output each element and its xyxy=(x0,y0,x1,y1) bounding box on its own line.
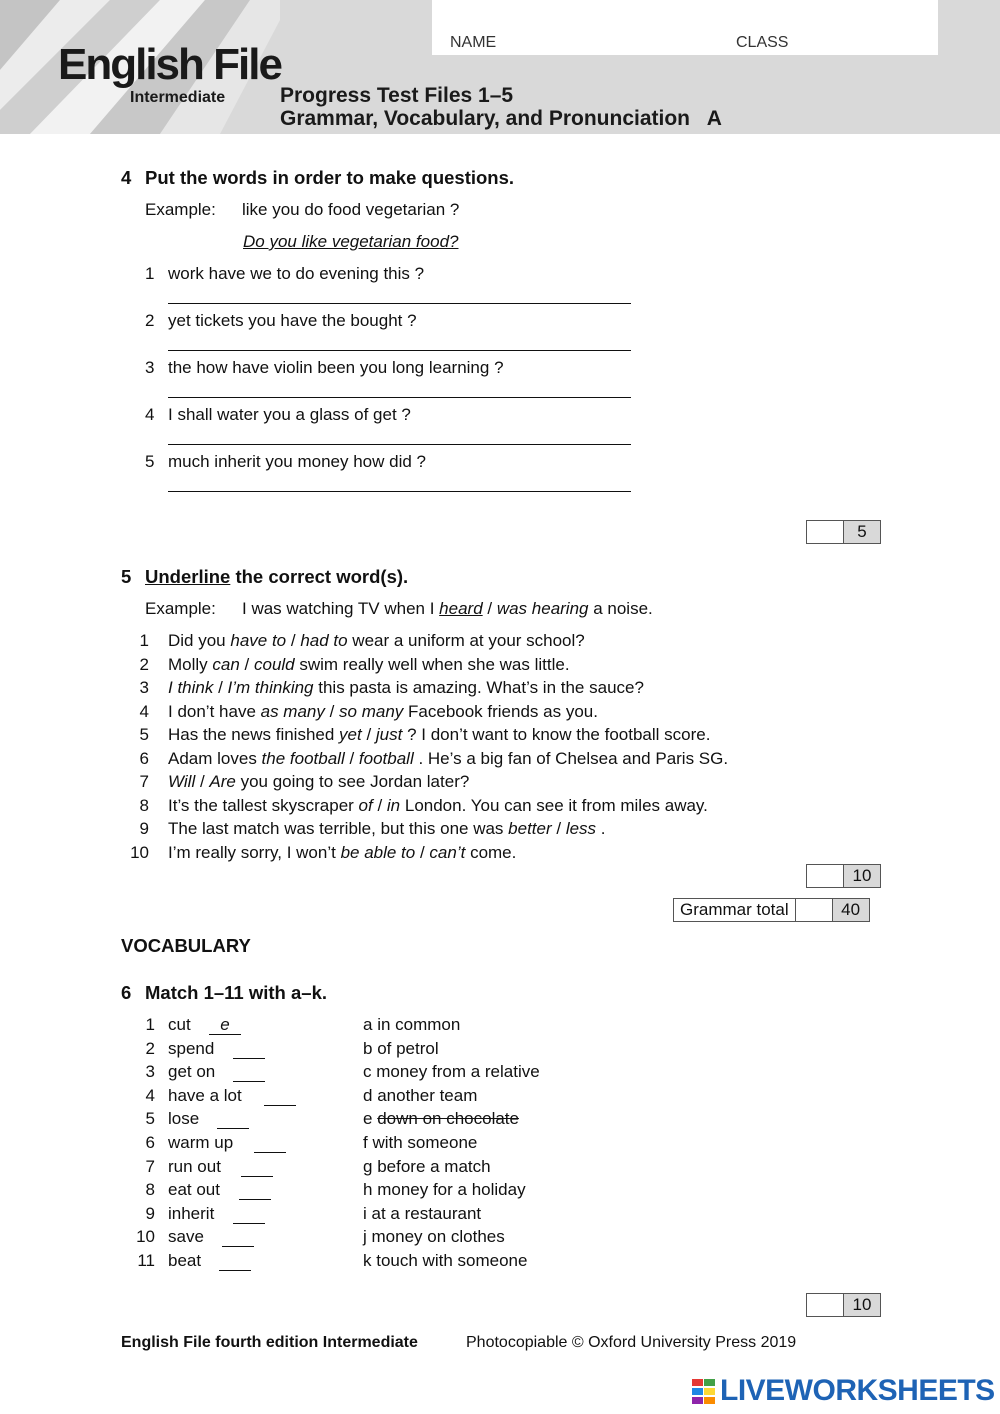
sentence-start: Adam loves xyxy=(168,748,262,768)
option-1[interactable]: yet xyxy=(339,725,362,744)
option-2[interactable]: had to xyxy=(300,631,348,650)
sentence-start: The last match was terrible, but this one was xyxy=(168,819,509,838)
ex4-example-answer: Do you like vegetarian food? xyxy=(243,232,459,251)
question-text: the how have violin been you long learning ? xyxy=(168,358,504,377)
match-number: 11 xyxy=(137,1251,155,1270)
match-verb: lose xyxy=(168,1109,200,1129)
option-separator: / xyxy=(361,725,376,744)
page-header xyxy=(0,0,1000,134)
option-2[interactable]: just xyxy=(375,725,403,744)
sentence-start: I don’t have xyxy=(168,701,261,721)
question-number: 2 xyxy=(145,311,155,330)
match-letter: g xyxy=(363,1156,373,1176)
match-option xyxy=(363,1133,477,1153)
match-letter: e xyxy=(363,1109,373,1129)
test-title: Progress Test Files 1–5 xyxy=(280,84,514,107)
name-label: NAME xyxy=(450,34,497,51)
ex4-score-box xyxy=(806,520,881,544)
match-phrase: money from a relative xyxy=(376,1062,540,1082)
match-letter: d xyxy=(363,1085,373,1105)
option-separator: / xyxy=(239,654,254,674)
sentence-start: I’m really sorry, I won’t xyxy=(168,842,341,862)
sentence-number: 4 xyxy=(139,701,149,721)
match-phrase: touch with someone xyxy=(376,1251,528,1270)
liveworksheets-icon xyxy=(692,1379,716,1405)
score-blank[interactable] xyxy=(807,1294,844,1316)
sentence-end: swim really well when she was little. xyxy=(294,654,570,674)
option-2[interactable]: could xyxy=(254,654,295,674)
question-text: work have we to do evening this ? xyxy=(168,264,425,283)
question-number: 3 xyxy=(145,358,155,377)
match-answer-blank[interactable] xyxy=(222,1227,254,1247)
ex5-number: 5 xyxy=(121,566,132,587)
question-number: 5 xyxy=(145,452,155,471)
match-option xyxy=(363,1204,481,1224)
score-blank[interactable] xyxy=(796,899,833,921)
answer-line[interactable] xyxy=(168,350,631,351)
match-letter: h xyxy=(363,1180,373,1200)
footer-book-title: English File fourth edition Intermediate xyxy=(121,1334,418,1351)
match-phrase: down on chocolate xyxy=(377,1109,519,1129)
sentence xyxy=(168,843,516,863)
sentence-end: you going to see Jordan later? xyxy=(235,772,470,791)
match-option xyxy=(363,1157,491,1177)
vocabulary-heading: VOCABULARY xyxy=(121,935,251,956)
option-separator: / xyxy=(372,795,387,815)
footer-copyright: Photocopiable © Oxford University Press 2019 xyxy=(466,1334,797,1351)
ex5-score-points: 10 xyxy=(844,865,880,887)
match-phrase: in common xyxy=(377,1015,461,1034)
grammar-total-box xyxy=(673,898,870,922)
option-2[interactable]: so many xyxy=(339,701,404,721)
sentence-number: 1 xyxy=(139,631,149,650)
option-1[interactable]: I think xyxy=(168,678,214,697)
match-answer-blank[interactable] xyxy=(241,1157,273,1177)
match-answer-blank[interactable] xyxy=(239,1180,271,1200)
grammar-total-points: 40 xyxy=(833,899,869,921)
match-verb: save xyxy=(168,1227,204,1247)
match-number: 5 xyxy=(145,1109,155,1129)
question-number: 4 xyxy=(145,405,155,424)
sentence-end: wear a uniform at your school? xyxy=(347,631,585,650)
sentence-end: ? I don’t want to know the football score. xyxy=(402,725,711,744)
ex4-score-points: 5 xyxy=(844,521,880,543)
match-letter: k xyxy=(363,1251,372,1270)
score-blank[interactable] xyxy=(807,521,844,543)
match-option xyxy=(363,1109,519,1129)
option-separator: / xyxy=(344,748,359,768)
answer-line[interactable] xyxy=(168,303,631,304)
match-answer-blank[interactable]: e xyxy=(209,1015,241,1035)
sentence-number: 3 xyxy=(139,678,149,697)
ex5-score-box xyxy=(806,864,881,888)
match-answer-blank[interactable] xyxy=(254,1133,286,1153)
match-phrase: at a restaurant xyxy=(371,1203,482,1223)
question-text: much inherit you money how did ? xyxy=(168,452,426,471)
answer-line[interactable] xyxy=(168,444,631,445)
option-1[interactable]: be able to xyxy=(340,842,416,862)
sentence-start: Has the news finished xyxy=(168,725,340,744)
match-verb: cut xyxy=(168,1015,191,1034)
sentence-number: 7 xyxy=(139,772,149,791)
match-number: 10 xyxy=(136,1227,155,1247)
match-number: 1 xyxy=(145,1015,155,1034)
option-1[interactable]: Will xyxy=(168,772,196,791)
option-separator: / xyxy=(213,678,228,697)
match-number: 4 xyxy=(145,1085,155,1105)
sentence-number: 10 xyxy=(130,842,149,862)
option-separator: / xyxy=(195,772,210,791)
option-1[interactable]: the football xyxy=(261,748,345,768)
match-verb: run out xyxy=(168,1156,221,1176)
match-option xyxy=(363,1180,526,1200)
match-letter: c xyxy=(363,1062,372,1082)
sentence xyxy=(168,819,606,839)
question-text: yet tickets you have the bought ? xyxy=(168,311,417,330)
ex4-instruction: Put the words in order to make questions. xyxy=(145,167,515,188)
sentence-start: Molly xyxy=(168,654,213,674)
sentence xyxy=(168,796,708,816)
match-phrase: money on clothes xyxy=(371,1227,505,1247)
question-text: I shall water you a glass of get ? xyxy=(168,405,411,424)
match-verb: warm up xyxy=(168,1133,234,1152)
match-option xyxy=(363,1251,527,1271)
match-answer-blank[interactable] xyxy=(233,1062,265,1082)
class-label: CLASS xyxy=(736,34,789,51)
sentence-end: Facebook friends as you. xyxy=(403,701,598,721)
sentence xyxy=(168,702,598,722)
match-phrase: before a match xyxy=(377,1156,491,1176)
ex5-instruction: Underline the correct word(s). xyxy=(145,566,409,587)
liveworksheets-logo: LIVEWORKSHEETS xyxy=(692,1374,995,1408)
logo-subtitle: Intermediate xyxy=(130,89,226,106)
match-letter: b xyxy=(363,1038,373,1058)
sentence-number: 5 xyxy=(139,725,149,744)
match-phrase: money for a holiday xyxy=(377,1180,526,1200)
sentence-end: come. xyxy=(465,842,517,862)
match-number: 2 xyxy=(145,1038,155,1058)
ex5-example: I was watching TV when I heard / was hearing a noise. xyxy=(242,599,653,618)
match-verb: spend xyxy=(168,1038,215,1058)
sentence xyxy=(168,631,585,651)
match-option xyxy=(363,1015,460,1035)
sentence xyxy=(168,772,469,792)
sentence-number: 6 xyxy=(139,748,149,768)
match-number: 9 xyxy=(145,1203,155,1223)
score-blank[interactable] xyxy=(807,865,844,887)
match-answer-blank[interactable] xyxy=(264,1086,296,1106)
ex6-score-points: 10 xyxy=(844,1294,880,1316)
option-separator: / xyxy=(415,842,430,862)
match-answer-blank[interactable] xyxy=(217,1109,249,1129)
option-1[interactable]: have to xyxy=(230,631,287,650)
match-option xyxy=(363,1062,540,1082)
option-2[interactable]: I’m thinking xyxy=(227,678,314,697)
match-answer-blank[interactable] xyxy=(233,1039,265,1059)
option-1[interactable]: as many xyxy=(260,701,325,721)
sentence-end: London. You can see it from miles away. xyxy=(400,795,708,815)
match-verb: eat out xyxy=(168,1180,220,1200)
grammar-total-label: Grammar total xyxy=(674,899,796,921)
match-verb: inherit xyxy=(168,1203,215,1223)
match-letter: f xyxy=(363,1133,368,1152)
question-number: 1 xyxy=(145,264,155,283)
test-subtitle: Grammar, Vocabulary, and Pronunciation A xyxy=(280,107,722,130)
match-verb: have a lot xyxy=(168,1085,242,1105)
answer-line[interactable] xyxy=(168,491,631,492)
option-2[interactable]: Are xyxy=(209,772,236,791)
name-class-box xyxy=(432,0,938,55)
option-1[interactable]: better xyxy=(508,819,552,838)
match-phrase: another team xyxy=(377,1085,478,1105)
sentence-end: . He’s a big fan of Chelsea and Paris SG. xyxy=(413,748,729,768)
sentence xyxy=(168,678,644,698)
match-number: 3 xyxy=(145,1062,155,1082)
logo-title: English File xyxy=(58,40,281,89)
ex5-example-label: Example: xyxy=(145,599,216,618)
match-option xyxy=(363,1086,477,1106)
ex6-number: 6 xyxy=(121,982,132,1003)
match-letter: i xyxy=(363,1203,367,1223)
sentence-end: . xyxy=(596,819,606,838)
option-2[interactable]: less xyxy=(565,819,597,838)
ex4-example-label: Example: xyxy=(145,200,216,219)
match-letter: j xyxy=(363,1227,367,1247)
option-1[interactable]: can xyxy=(212,654,240,674)
sentence-start: It’s the tallest skyscraper xyxy=(168,795,359,815)
option-2[interactable]: can’t xyxy=(429,842,466,862)
option-1[interactable]: of xyxy=(358,795,373,815)
match-option xyxy=(363,1039,439,1059)
ex4-example-prompt: like you do food vegetarian ? xyxy=(242,200,460,219)
match-phrase: with someone xyxy=(372,1133,478,1152)
match-number: 7 xyxy=(145,1156,155,1176)
ex6-instruction: Match 1–11 with a–k. xyxy=(145,982,328,1003)
test-version: A xyxy=(706,107,722,130)
sentence-start: Did you xyxy=(168,631,231,650)
match-verb: get on xyxy=(168,1062,216,1082)
option-separator: / xyxy=(551,819,566,838)
match-number: 6 xyxy=(145,1133,155,1152)
match-phrase: of petrol xyxy=(377,1038,439,1058)
match-answer-blank[interactable] xyxy=(233,1204,265,1224)
option-2[interactable]: football xyxy=(358,748,414,768)
sentence-number: 2 xyxy=(139,654,149,674)
match-answer-blank[interactable] xyxy=(219,1251,251,1271)
sentence xyxy=(168,655,570,675)
answer-line[interactable] xyxy=(168,397,631,398)
ex4-number: 4 xyxy=(121,167,132,188)
option-2[interactable]: in xyxy=(386,795,401,815)
sentence-end: this pasta is amazing. What’s in the sauce? xyxy=(313,678,644,697)
match-letter: a xyxy=(363,1015,373,1034)
match-option xyxy=(363,1227,505,1247)
match-verb: beat xyxy=(168,1251,202,1270)
sentence xyxy=(168,725,710,745)
option-separator: / xyxy=(324,701,340,721)
sentence-number: 8 xyxy=(139,795,149,815)
option-separator: / xyxy=(286,631,301,650)
sentence-number: 9 xyxy=(139,819,149,838)
sentence xyxy=(168,749,728,769)
match-number: 8 xyxy=(145,1180,155,1200)
ex6-score-box xyxy=(806,1293,881,1317)
